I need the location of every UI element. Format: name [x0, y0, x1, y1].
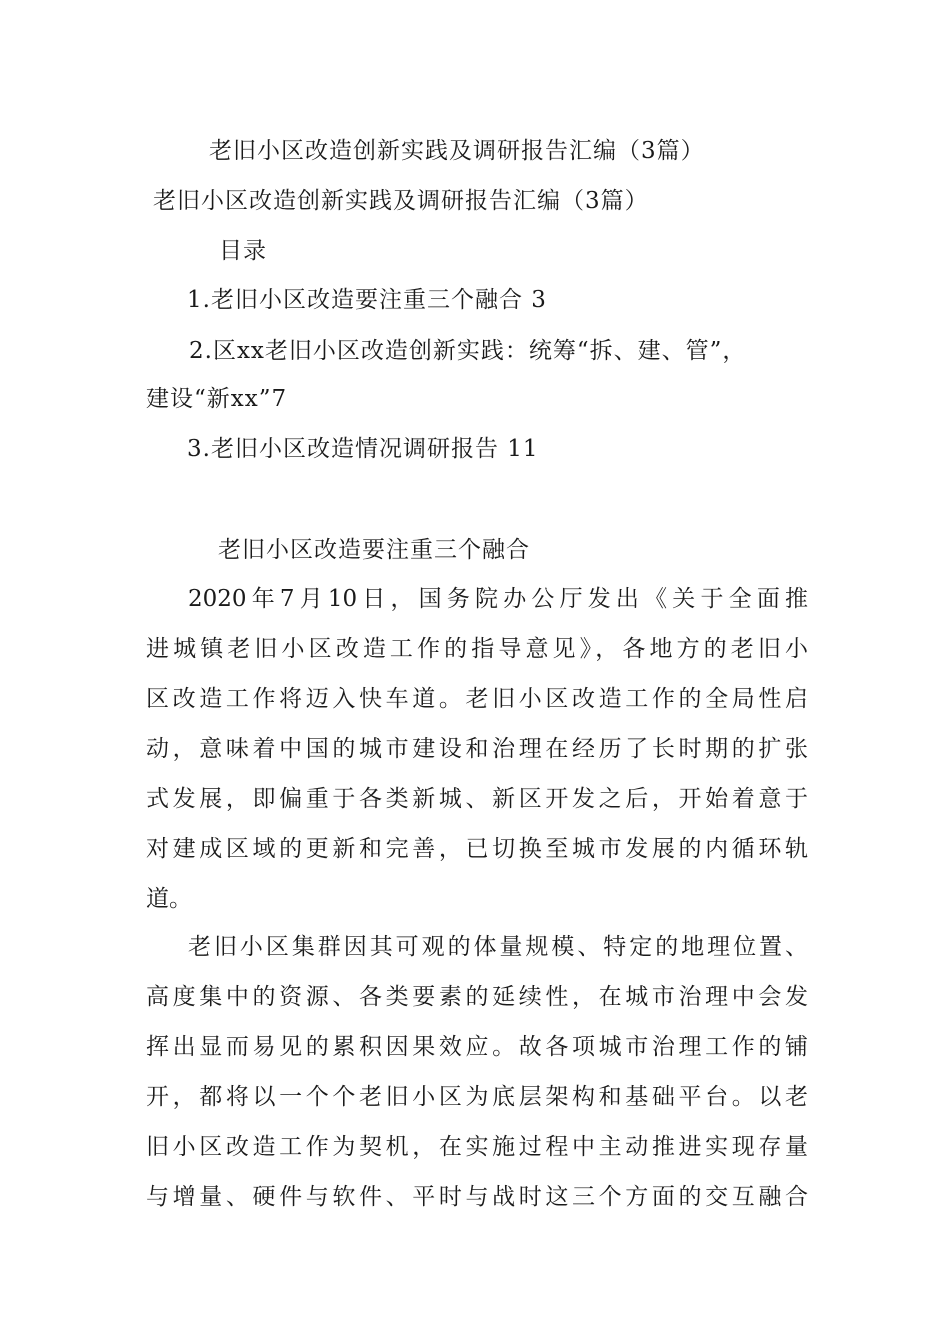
- document-subtitle: 老旧小区改造创新实践及调研报告汇编（3篇）: [153, 188, 649, 214]
- paragraph-1-line-4: 动，意味着中国的城市建设和治理在经历了长时期的扩张: [146, 736, 808, 762]
- toc-item-1: 1.老旧小区改造要注重三个融合 3: [187, 287, 547, 313]
- paragraph-1-line-7: 道。: [146, 886, 192, 912]
- toc-item-3: 3.老旧小区改造情况调研报告 11: [187, 436, 539, 462]
- paragraph-1-line-2: 进城镇老旧小区改造工作的指导意见》，各地方的老旧小: [146, 636, 808, 662]
- toc-item-2: 2.区xx老旧小区改造创新实践：统筹“拆、建、管”，: [189, 338, 747, 364]
- paragraph-1-line-5: 式发展，即偏重于各类新城、新区开发之后，开始着意于: [146, 786, 808, 812]
- paragraph-1-line-1: 2020年7月10日，国务院办公厅发出《关于全面推: [188, 586, 808, 612]
- paragraph-2-line-5: 旧小区改造工作为契机，在实施过程中主动推进实现存量: [146, 1134, 808, 1160]
- toc-heading: 目录: [219, 238, 267, 264]
- toc-item-2-continuation: 建设“新xx”7: [146, 386, 288, 412]
- document-title: 老旧小区改造创新实践及调研报告汇编（3篇）: [209, 138, 705, 164]
- paragraph-2-line-4: 开，都将以一个个老旧小区为底层架构和基础平台。以老: [146, 1084, 808, 1110]
- paragraph-1-line-6: 对建成区域的更新和完善，已切换至城市发展的内循环轨: [146, 836, 808, 862]
- paragraph-2-line-6: 与增量、硬件与软件、平时与战时这三个方面的交互融合: [146, 1184, 808, 1210]
- paragraph-2-line-3: 挥出显而易见的累积因果效应。故各项城市治理工作的铺: [146, 1034, 808, 1060]
- paragraph-2-line-2: 高度集中的资源、各类要素的延续性，在城市治理中会发: [146, 984, 808, 1010]
- paragraph-1-line-3: 区改造工作将迈入快车道。老旧小区改造工作的全局性启: [146, 686, 808, 712]
- section-heading: 老旧小区改造要注重三个融合: [218, 537, 530, 563]
- paragraph-2-line-1: 老旧小区集群因其可观的体量规模、特定的地理位置、: [188, 934, 808, 960]
